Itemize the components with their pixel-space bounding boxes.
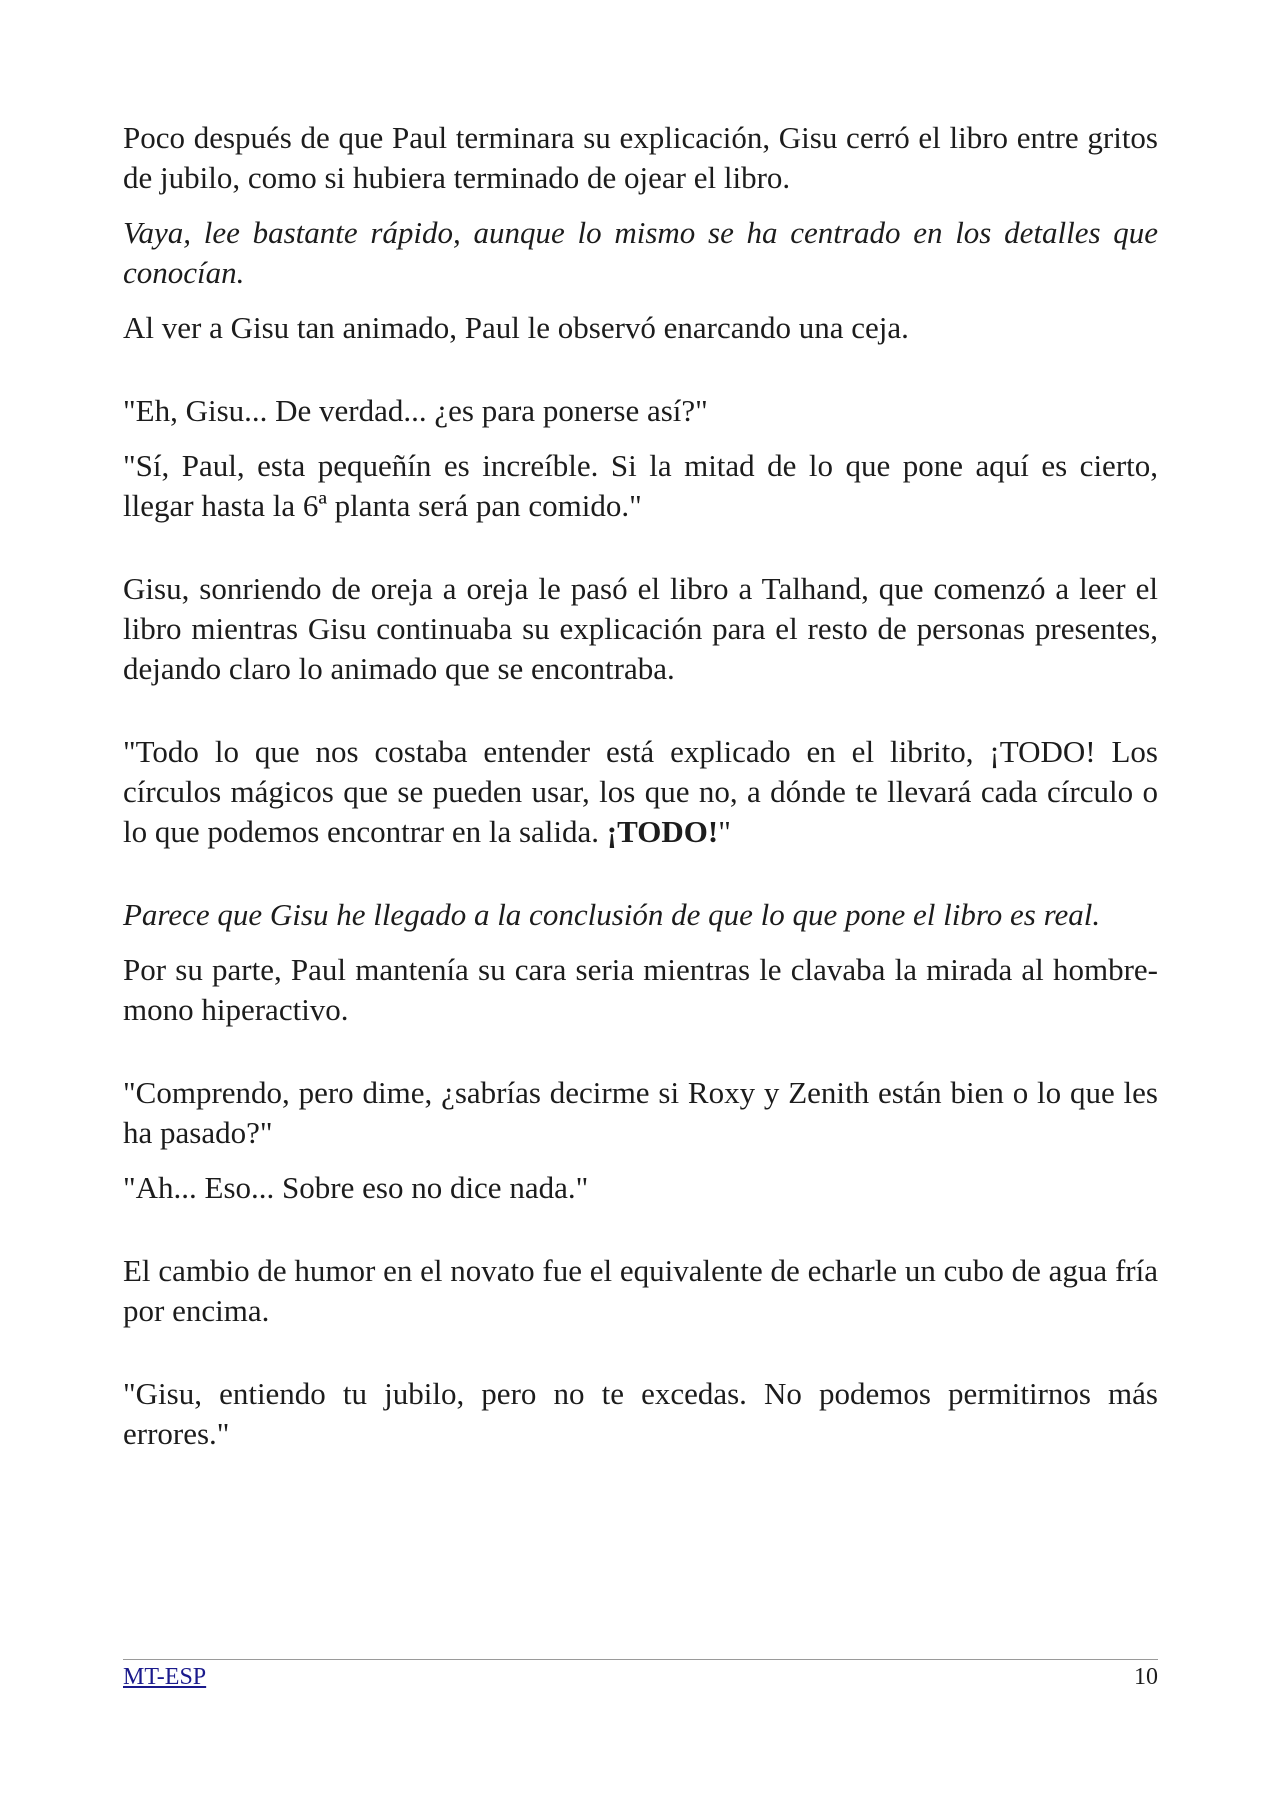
footer-link[interactable]: MT-ESP <box>123 1664 207 1690</box>
paragraph-4-dialogue: "Eh, Gisu... De verdad... ¿es para ponerse así?" <box>123 393 708 428</box>
paragraph-7-text: "Todo lo que nos costaba entender está explicado en el librito, ¡TODO! Los círculos mágicos que se pueden usar, los que no, a dónde te llevará cada círculo o lo que podemos encontrar en la salida. <box>123 734 1158 849</box>
paragraph-1: Poco después de que Paul terminara su explicación, Gisu cerró el libro entre gritos de jubilo, como si hubiera terminado de ojear el libro. <box>123 120 1158 195</box>
page-footer <box>123 1660 1158 1694</box>
paragraph-3: Al ver a Gisu tan animado, Paul le observó enarcando una ceja. <box>123 310 909 345</box>
paragraph-7-bold: ¡TODO! <box>606 814 719 849</box>
paragraph-7-dialogue <box>123 732 1158 852</box>
paragraph-2-thought: Vaya, lee bastante rápido, aunque lo mismo se ha centrado en los detalles que conocían. <box>123 215 1158 290</box>
paragraph-10-dialogue: "Comprendo, pero dime, ¿sabrías decirme si Roxy y Zenith están bien o lo que les ha pasado?" <box>123 1075 1158 1150</box>
paragraph-6: Gisu, sonriendo de oreja a oreja le pasó el libro a Talhand, que comenzó a leer el libro mientras Gisu continuaba su explicación para el resto de personas presentes, dejando claro lo animado que se encontraba. <box>123 571 1158 686</box>
body-text <box>123 118 1158 1454</box>
paragraph-8-thought: Parece que Gisu he llegado a la conclusión de que lo que pone el libro es real. <box>123 897 1101 932</box>
paragraph-7-tail: " <box>718 814 731 849</box>
paragraph-12: El cambio de humor en el novato fue el equivalente de echarle un cubo de agua fría por encima. <box>123 1253 1158 1328</box>
page-number: 10 <box>1134 1664 1158 1690</box>
paragraph-5-dialogue: "Sí, Paul, esta pequeñín es increíble. Si la mitad de lo que pone aquí es cierto, llegar hasta la 6ª planta será pan comido." <box>123 448 1158 523</box>
paragraph-11-dialogue: "Ah... Eso... Sobre eso no dice nada." <box>123 1170 589 1205</box>
paragraph-13-dialogue: "Gisu, entiendo tu jubilo, pero no te excedas. No podemos permitirnos más errores." <box>123 1376 1158 1451</box>
paragraph-9: Por su parte, Paul mantenía su cara seria mientras le clavaba la mirada al hombre-mono hiperactivo. <box>123 952 1158 1027</box>
